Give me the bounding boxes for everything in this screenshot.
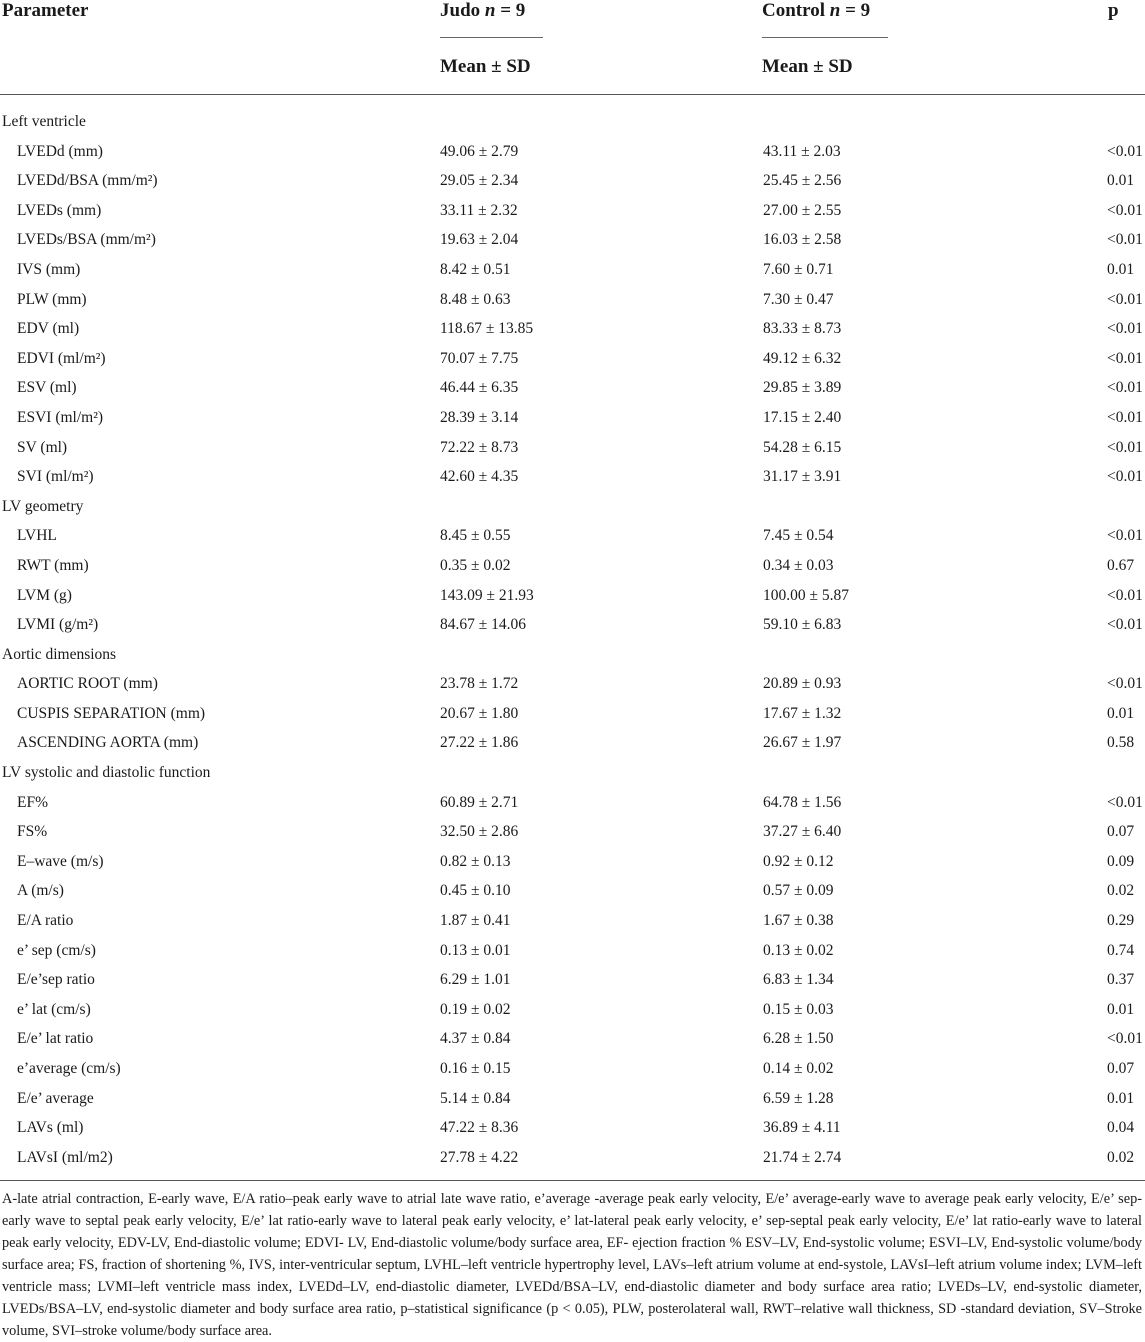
table-row <box>0 995 1145 1025</box>
p-value: 0.09 <box>1107 852 1135 870</box>
p-value: 0.02 <box>1107 882 1135 900</box>
judo-value: 28.39 ± 3.14 <box>440 408 519 426</box>
header-judo-count: = 9 <box>495 0 526 21</box>
table-row <box>0 344 1145 374</box>
judo-value: 6.29 ± 1.01 <box>440 971 511 989</box>
table-row <box>0 1024 1145 1054</box>
judo-value: 0.82 ± 0.13 <box>440 852 511 870</box>
row-label: LV systolic and diastolic function <box>2 764 211 782</box>
header-judo-n: n <box>484 0 496 21</box>
judo-value: 1.87 ± 0.41 <box>440 912 511 930</box>
control-value: 21.74 ± 2.74 <box>763 1148 842 1166</box>
judo-value: 33.11 ± 2.32 <box>440 201 518 219</box>
section-row <box>0 492 1145 522</box>
judo-value: 0.16 ± 0.15 <box>440 1060 511 1077</box>
control-value: 83.33 ± 8.73 <box>763 320 842 338</box>
p-value: 0.37 <box>1107 971 1135 989</box>
row-label: E/e’ lat ratio <box>17 1030 94 1048</box>
judo-value: 70.07 ± 7.75 <box>440 349 519 367</box>
control-value: 36.89 ± 4.11 <box>763 1119 841 1137</box>
table-row <box>0 1113 1145 1143</box>
row-label: IVS (mm) <box>17 260 81 278</box>
control-value: 6.28 ± 1.50 <box>763 1030 834 1048</box>
row-label: ASCENDING AORTA (mm) <box>17 734 199 752</box>
row-label: SVI (ml/m²) <box>17 468 94 486</box>
table-row <box>0 225 1145 255</box>
control-value: 0.92 ± 0.12 <box>763 852 834 870</box>
table-row <box>0 610 1145 640</box>
header-judo <box>440 0 525 22</box>
table-row <box>0 847 1145 877</box>
judo-value: 27.78 ± 4.22 <box>440 1148 519 1166</box>
p-value: 0.67 <box>1107 556 1135 574</box>
control-value: 20.89 ± 0.93 <box>763 675 842 693</box>
row-label: LVEDd/BSA (mm/m²) <box>17 172 158 190</box>
section-row <box>0 640 1145 670</box>
judo-subheader-rule <box>440 37 543 38</box>
control-value: 1.67 ± 0.38 <box>763 912 834 930</box>
row-label: EDV (ml) <box>17 320 80 338</box>
p-value: 0.07 <box>1107 823 1135 841</box>
header-control-count: = 9 <box>840 0 871 21</box>
judo-value: 27.22 ± 1.86 <box>440 734 519 752</box>
judo-value: 23.78 ± 1.72 <box>440 675 519 693</box>
p-value: 0.07 <box>1107 1060 1135 1077</box>
control-value: 29.85 ± 3.89 <box>763 379 842 397</box>
row-label: RWT (mm) <box>17 556 89 574</box>
control-value: 6.59 ± 1.28 <box>763 1089 834 1107</box>
p-value: 0.29 <box>1107 912 1135 930</box>
control-value: 27.00 ± 2.55 <box>763 201 842 219</box>
control-value: 100.00 ± 5.87 <box>763 586 850 604</box>
p-value: <0.01 <box>1107 379 1143 397</box>
judo-value: 8.45 ± 0.55 <box>440 527 511 545</box>
p-value: 0.01 <box>1107 1089 1135 1107</box>
control-value: 37.27 ± 6.40 <box>763 823 842 841</box>
row-label: LVM (g) <box>17 586 72 604</box>
section-row <box>0 758 1145 788</box>
table-row <box>0 551 1145 581</box>
control-value: 17.67 ± 1.32 <box>763 704 842 722</box>
header-parameter: Parameter <box>2 0 89 21</box>
row-label: ESVI (ml/m²) <box>17 408 104 426</box>
row-label: FS% <box>17 823 48 841</box>
row-label: Aortic dimensions <box>2 645 117 663</box>
row-label: LAVs (ml) <box>17 1119 84 1137</box>
table-row <box>0 373 1145 403</box>
control-value: 26.67 ± 1.97 <box>763 734 842 752</box>
header-control-n: n <box>829 0 841 21</box>
p-value: <0.01 <box>1107 793 1143 811</box>
row-label: E/e’ average <box>17 1089 94 1107</box>
p-value: 0.01 <box>1107 704 1135 722</box>
row-label: Left ventricle <box>2 113 86 130</box>
table-row <box>0 669 1145 699</box>
judo-value: 72.22 ± 8.73 <box>440 438 519 456</box>
control-value: 6.83 ± 1.34 <box>763 971 834 989</box>
section-row <box>0 107 1145 137</box>
p-value: 0.01 <box>1107 1000 1135 1018</box>
judo-value: 20.67 ± 1.80 <box>440 704 519 722</box>
control-value: 31.17 ± 3.91 <box>763 468 842 486</box>
row-label: ESV (ml) <box>17 379 77 397</box>
table-row <box>0 462 1145 492</box>
control-subheader-rule <box>762 37 888 38</box>
table-body <box>0 107 1145 1172</box>
control-value: 17.15 ± 2.40 <box>763 408 842 426</box>
p-value: <0.01 <box>1107 586 1143 604</box>
judo-value: 42.60 ± 4.35 <box>440 468 519 486</box>
row-label: EF% <box>17 793 48 811</box>
p-value: 0.04 <box>1107 1119 1135 1137</box>
header-p: p <box>1108 0 1119 21</box>
control-value: 0.34 ± 0.03 <box>763 556 834 574</box>
header-divider <box>0 94 1145 95</box>
p-value: <0.01 <box>1107 290 1143 308</box>
table-row <box>0 255 1145 285</box>
table-row <box>0 965 1145 995</box>
control-value: 7.60 ± 0.71 <box>763 260 834 278</box>
p-value: <0.01 <box>1107 201 1143 219</box>
table-row <box>0 166 1145 196</box>
p-value: 0.01 <box>1107 260 1135 278</box>
control-value: 59.10 ± 6.83 <box>763 616 842 634</box>
control-value: 7.30 ± 0.47 <box>763 290 834 308</box>
row-label: E/A ratio <box>17 912 74 930</box>
header-control-label: Control <box>762 0 825 21</box>
p-value: 0.58 <box>1107 734 1135 752</box>
judo-value: 49.06 ± 2.79 <box>440 142 519 160</box>
table-footnote: A-late atrial contraction, E-early wave, E/A ratio–peak early wave to atrial late wave ratio, e’average -average peak early velocity, E/e’ average-early wave to average peak early velocity, E/e’ sep-early wave to septal peak early velocity, E/e’ lat ratio-early wave to lateral peak early velocity, e’ lat-lateral peak early velocity, e’ sep-septal peak early velocity, E/e’ lat ratio-early wave to lateral peak early velocity, EDV-LV, End-diastolic volume; EDVI- LV, End-diastolic volume/body surface area, EF- ejection fraction % ESV–LV, End-systolic volume; ESVI–LV, End-systolic volume/body surface area; FS, fraction of shortening %, IVS, inter-ventricular septum, LVHL–left ventricle hypertrophy level, LAVs–left atrium volume at end-systole, LAVsI–left atrium volume index; LVM–left ventricle mass; LVMI–left ventricle mass index, LVEDd–LV, end-diastolic diameter, LVEDd/BSA–LV, end-diastolic diameter and body surface area ratio; LVEDs–LV, end-systolic diameter, LVEDs/BSA–LV, end-systolic diameter and body surface area ratio, p–statistical significance (p < 0.05), PLW, posterolateral wall, RWT–relative wall thickness, SD -standard deviation, SV–Stroke volume, SVI–stroke volume/body surface area. <box>2 1191 1142 1339</box>
p-value: <0.01 <box>1107 408 1143 426</box>
table-bottom-rule <box>0 1180 1145 1181</box>
table-row <box>0 403 1145 433</box>
p-value: <0.01 <box>1107 527 1143 545</box>
row-label: AORTIC ROOT (mm) <box>17 675 158 693</box>
judo-value: 46.44 ± 6.35 <box>440 379 519 397</box>
p-value: <0.01 <box>1107 349 1143 367</box>
judo-value: 143.09 ± 21.93 <box>440 586 534 604</box>
judo-value: 84.67 ± 14.06 <box>440 616 527 634</box>
control-value: 49.12 ± 6.32 <box>763 349 842 367</box>
table-row <box>0 817 1145 847</box>
table-header <box>0 0 1145 106</box>
row-label: E–wave (m/s) <box>17 852 104 870</box>
control-value: 0.14 ± 0.02 <box>763 1060 834 1077</box>
header-judo-label: Judo <box>440 0 481 21</box>
control-value: 43.11 ± 2.03 <box>763 142 841 160</box>
header-control-stat: Mean ± SD <box>762 56 853 77</box>
table-row <box>0 433 1145 463</box>
p-value: 0.02 <box>1107 1148 1135 1166</box>
row-label: LAVsI (ml/m2) <box>17 1148 113 1166</box>
row-label: SV (ml) <box>17 438 68 456</box>
row-label: e’ lat (cm/s) <box>17 1000 91 1018</box>
row-label: LVEDd (mm) <box>17 142 103 160</box>
table-row <box>0 906 1145 936</box>
table-row <box>0 285 1145 315</box>
table-row <box>0 728 1145 758</box>
p-value: 0.74 <box>1107 941 1135 959</box>
row-label: PLW (mm) <box>17 290 87 308</box>
table-row <box>0 936 1145 966</box>
control-value: 0.15 ± 0.03 <box>763 1000 834 1018</box>
judo-value: 60.89 ± 2.71 <box>440 793 519 811</box>
p-value: 0.01 <box>1107 172 1135 190</box>
row-label: LVHL <box>17 527 57 545</box>
p-value: <0.01 <box>1107 1030 1143 1048</box>
judo-value: 0.35 ± 0.02 <box>440 556 511 574</box>
row-label: LVEDs/BSA (mm/m²) <box>17 231 156 249</box>
judo-value: 0.13 ± 0.01 <box>440 941 511 959</box>
row-label: LVEDs (mm) <box>17 201 102 219</box>
header-judo-stat: Mean ± SD <box>440 56 531 77</box>
table-row <box>0 1084 1145 1114</box>
control-value: 64.78 ± 1.56 <box>763 793 842 811</box>
table-row <box>0 788 1145 818</box>
row-label: A (m/s) <box>17 882 64 900</box>
p-value: <0.01 <box>1107 675 1143 693</box>
table-row <box>0 196 1145 226</box>
p-value: <0.01 <box>1107 438 1143 456</box>
judo-value: 5.14 ± 0.84 <box>440 1089 511 1107</box>
p-value: <0.01 <box>1107 142 1143 160</box>
row-label: e’average (cm/s) <box>17 1060 121 1077</box>
table-row <box>0 581 1145 611</box>
control-value: 16.03 ± 2.58 <box>763 231 842 249</box>
p-value: <0.01 <box>1107 468 1143 486</box>
row-label: EDVI (ml/m²) <box>17 349 106 367</box>
judo-value: 29.05 ± 2.34 <box>440 172 519 190</box>
p-value: <0.01 <box>1107 616 1143 634</box>
header-control <box>762 0 870 22</box>
judo-value: 8.42 ± 0.51 <box>440 260 511 278</box>
control-value: 54.28 ± 6.15 <box>763 438 842 456</box>
control-value: 0.57 ± 0.09 <box>763 882 834 900</box>
control-value: 25.45 ± 2.56 <box>763 172 842 190</box>
table-row <box>0 699 1145 729</box>
judo-value: 118.67 ± 13.85 <box>440 320 534 338</box>
judo-value: 32.50 ± 2.86 <box>440 823 519 841</box>
table-row <box>0 521 1145 551</box>
row-label: E/e’sep ratio <box>17 971 95 989</box>
table-row <box>0 876 1145 906</box>
row-label: LV geometry <box>2 497 84 515</box>
row-label: LVMI (g/m²) <box>17 616 99 634</box>
control-value: 0.13 ± 0.02 <box>763 941 834 959</box>
control-value: 7.45 ± 0.54 <box>763 527 834 545</box>
table-row <box>0 314 1145 344</box>
table-row <box>0 137 1145 167</box>
judo-value: 0.19 ± 0.02 <box>440 1000 511 1018</box>
row-label: e’ sep (cm/s) <box>17 941 96 959</box>
judo-value: 47.22 ± 8.36 <box>440 1119 519 1137</box>
p-value: <0.01 <box>1107 320 1143 338</box>
p-value: <0.01 <box>1107 231 1143 249</box>
judo-value: 0.45 ± 0.10 <box>440 882 511 900</box>
judo-value: 19.63 ± 2.04 <box>440 231 519 249</box>
judo-value: 4.37 ± 0.84 <box>440 1030 511 1048</box>
table-row <box>0 1143 1145 1173</box>
row-label: CUSPIS SEPARATION (mm) <box>17 704 206 722</box>
table-row <box>0 1054 1145 1084</box>
judo-value: 8.48 ± 0.63 <box>440 290 511 308</box>
